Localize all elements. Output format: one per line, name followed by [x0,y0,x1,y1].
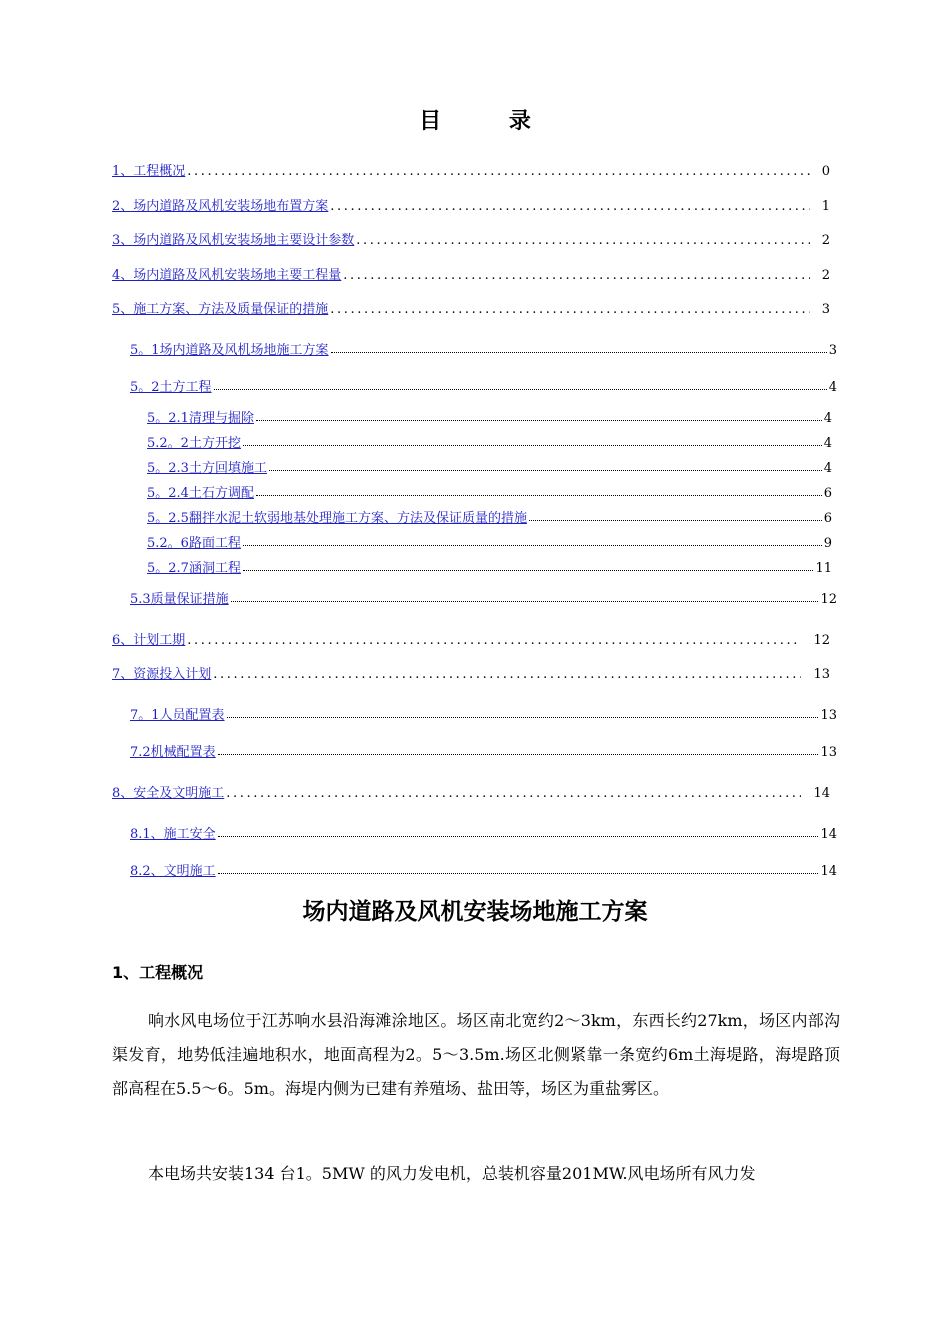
toc-entry[interactable] [147,511,832,527]
toc-page-number: 4 [823,436,832,451]
toc-title: 目 录 [419,109,561,134]
toc-entry-link[interactable]: 5。2.1清理与掘除 [147,411,254,426]
toc-leader-dots [213,667,801,683]
toc-leader-dots [187,164,809,180]
toc-page-number: 14 [820,827,837,842]
toc-leader-dots [218,745,819,755]
toc-entry-link[interactable]: 7.2机械配置表 [130,745,216,760]
toc-leader-dots [269,461,822,471]
toc-leader-dots [330,302,809,318]
toc-entry[interactable] [112,268,830,284]
toc-entry[interactable] [147,536,832,552]
toc-leader-dots [187,633,801,649]
toc-entry-link[interactable]: 5、施工方案、方法及质量保证的措施 [112,302,329,317]
toc-entry[interactable] [112,786,830,802]
toc-leader-dots [356,233,809,249]
toc-leader-dots [243,536,822,546]
toc-entry[interactable] [112,667,830,683]
toc-entry-link[interactable]: 8.2、文明施工 [130,864,216,879]
toc-entry-link[interactable]: 5。2.3土方回填施工 [147,461,267,476]
toc-page-number: 4 [823,411,832,426]
toc-page-number: 2 [821,268,830,283]
section-heading: 1、工程概况 [112,963,204,982]
toc-page-number: 0 [821,164,830,179]
toc-leader-dots [243,436,822,446]
toc-entry[interactable] [112,233,830,249]
body-paragraph: 响水风电场位于江苏响水县沿海滩涂地区。场区南北宽约2～3km，东西长约27km，场区内部沟渠发育，地势低洼遍地积水，地面高程为2。5～3.5m.场区北侧紧靠一条宽约6m土海堤路，海堤路顶部高程在5.5～6。5m。海堤内侧为已建有养殖场、盐田等，场区为重盐雾区。 [112,1011,840,1098]
toc-page-number: 13 [813,667,830,682]
toc-page-number: 9 [823,536,832,551]
toc-leader-dots [529,511,822,521]
toc-entry[interactable] [112,199,830,215]
toc-page-number: 12 [813,633,830,648]
toc-entry-link[interactable]: 8、安全及文明施工 [112,786,225,801]
toc-page-number: 4 [823,461,832,476]
toc-entry-link[interactable]: 5。2.5翻拌水泥土软弱地基处理施工方案、方法及保证质量的措施 [147,511,527,526]
toc-page-number: 13 [820,708,837,723]
toc-entry-link[interactable]: 5.3质量保证措施 [130,592,229,607]
toc-entry[interactable] [112,633,830,649]
toc-entry-link[interactable]: 2、场内道路及风机安装场地布置方案 [112,199,329,214]
toc-page-number: 14 [820,864,837,879]
toc-leader-dots [243,561,814,571]
toc-leader-dots [330,199,809,215]
toc-page-number: 12 [820,592,837,607]
toc-leader-dots [226,786,801,802]
toc-entry-link[interactable]: 5。1场内道路及风机场地施工方案 [130,343,329,358]
toc-page-number: 6 [823,511,832,526]
toc-entry[interactable] [130,827,837,843]
toc-entry[interactable] [130,864,837,880]
toc-page-number: 3 [828,343,837,358]
toc-leader-dots [227,708,819,718]
toc-page-number: 13 [820,745,837,760]
toc-entry-link[interactable]: 4、场内道路及风机安装场地主要工程量 [112,268,342,283]
toc-leader-dots [218,864,819,874]
toc-entry-link[interactable]: 7。1人员配置表 [130,708,225,723]
toc-entry-link[interactable]: 7、资源投入计划 [112,667,212,682]
toc-entry[interactable] [147,486,832,502]
toc-entry[interactable] [147,561,832,577]
toc-page-number: 4 [828,380,837,395]
toc-entry-link[interactable]: 8.1、施工安全 [130,827,216,842]
toc-entry[interactable] [147,436,832,452]
toc-entry-link[interactable]: 5。2土方工程 [130,380,212,395]
toc-entry[interactable] [130,380,837,396]
toc-page-number: 1 [821,199,830,214]
toc-entry[interactable] [147,411,832,427]
toc-entry[interactable] [130,745,837,761]
toc-entry[interactable] [112,164,830,180]
toc-entry-link[interactable]: 6、计划工期 [112,633,186,648]
toc-entry-link[interactable]: 5。2.4土石方调配 [147,486,254,501]
toc-leader-dots [231,592,819,602]
toc-leader-dots [256,486,822,496]
toc-page-number: 14 [813,786,830,801]
toc-entry[interactable] [130,343,837,359]
toc-leader-dots [331,343,827,353]
toc-page-number: 2 [821,233,830,248]
toc-leader-dots [214,380,827,390]
toc-page-number: 6 [823,486,832,501]
toc-entry-link[interactable]: 5.2。6路面工程 [147,536,241,551]
toc-page-number: 3 [821,302,830,317]
toc-entry-link[interactable]: 5.2。2土方开挖 [147,436,241,451]
toc-entry-link[interactable]: 5。2.7涵洞工程 [147,561,241,576]
toc-leader-dots [256,411,822,421]
toc-entry-link[interactable]: 3、场内道路及风机安装场地主要设计参数 [112,233,355,248]
toc-entry[interactable] [130,592,837,608]
toc-entry[interactable] [130,708,837,724]
toc-entry-link[interactable]: 1、工程概况 [112,164,186,179]
toc-leader-dots [343,268,809,284]
body-paragraph: 本电场共安装134 台1。5MW 的风力发电机，总装机容量201MW.风电场所有风力发 [148,1164,756,1183]
toc-entry[interactable] [147,461,832,477]
toc-page-number: 11 [815,561,832,576]
toc-leader-dots [218,827,819,837]
toc-entry[interactable] [112,302,830,318]
document-title: 场内道路及风机安装场地施工方案 [302,899,648,925]
